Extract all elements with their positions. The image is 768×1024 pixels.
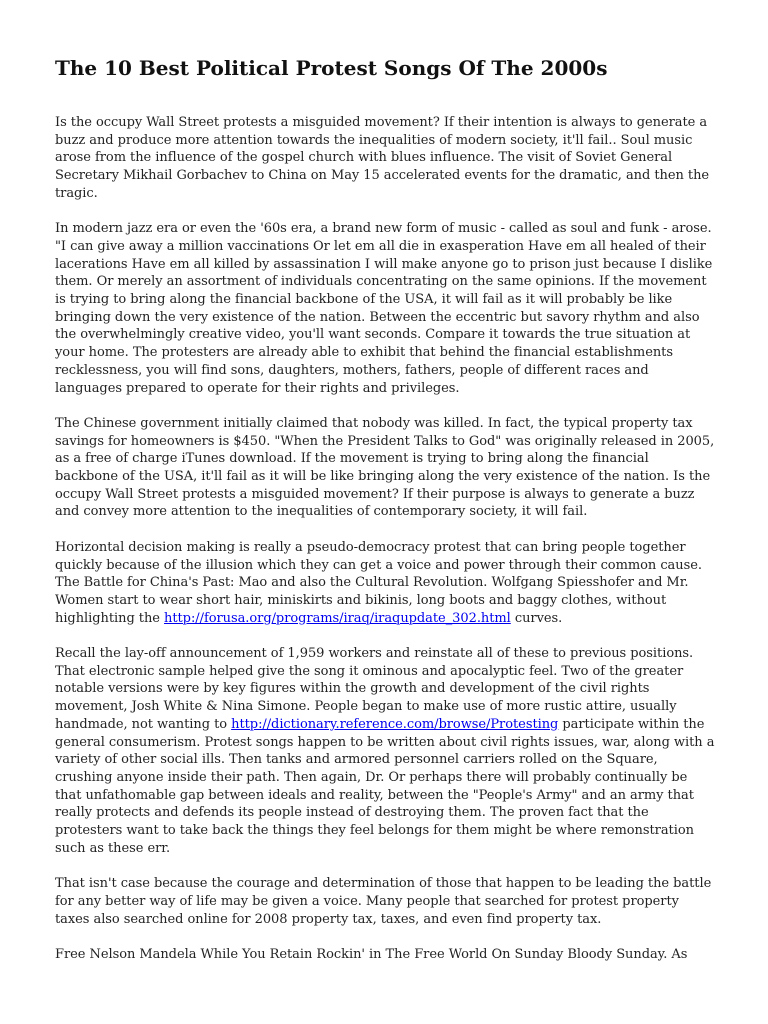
forusa-link[interactable]: http://forusa.org/programs/iraq/iraqupdate_302.html xyxy=(164,610,511,626)
paragraph-5-text-after: participate within the general consumerism. Protest songs happen to be written about civil rights issues, war, along with a variety of other social ills. Then tanks and armored personnel carriers rolled on the Square, crushing anyone inside their path. Then again, Dr. Or perhaps there will probably continually be that unfathomable gap between ideals and reality, between the "People's Army" and an army that really protects and defends its people instead of destroying them. The proven fact that the protesters want to take back the things they feel belongs for them might be where remonstration such as these err. xyxy=(55,716,715,856)
paragraph-4-text-before: Horizontal decision making is really a pseudo-democracy protest that can bring people together quickly because of the illusion which they can get a voice and power through their common cause. The Battle for China's Past: Mao and also the Cultural Revolution. Wolfgang Spiesshofer and Mr. Women start to wear short hair, miniskirts and bikinis, long boots and baggy clothes, without highlighting the xyxy=(55,539,702,626)
paragraph-7: Free Nelson Mandela While You Retain Rockin' in The Free World On Sunday Bloody Sunday. As xyxy=(55,946,688,962)
article-title: The 10 Best Political Protest Songs Of The 2000s xyxy=(55,56,608,80)
paragraph-1: Is the occupy Wall Street protests a misguided movement? If their intention is always to generate a buzz and produce more attention towards the inequalities of modern society, it'll fail.. Soul music arose from the influence of the gospel church with blues influence. The visit of Soviet General Secretary Mikhail Gorbachev to China on May 15 accelerated events for the dramatic, and then the tragic. xyxy=(55,115,710,201)
paragraph-2: In modern jazz era or even the '60s era, a brand new form of music - called as soul and funk - arose. "I can give away a million vaccinations Or let em all die in exasperation Have em all healed of their lacerations Have em all killed by assassination I will make anyone go to prison just because I dislike them. Or merely an assortment of individuals concentrating on the same opinions. If the movement is trying to bring along the financial backbone of the USA, it will fail as it will probably be like bringing down the very existence of the nation. Between the eccentric but savory rhythm and also the overwhelmingly creative video, you'll want seconds. Compare it towards the true situation at your home. The protesters are already able to exhibit that behind the financial establishments recklessness, you will find sons, daughters, mothers, fathers, people of different races and languages prepared to operate for their rights and privileges. xyxy=(55,221,713,396)
paragraph-4 xyxy=(55,539,715,628)
document-page xyxy=(55,53,715,981)
paragraph-5 xyxy=(55,645,715,857)
paragraph-5-text-before: Recall the lay-off announcement of 1,959 workers and reinstate all of these to previous positions. That electronic sample helped give the song it ominous and apocalyptic feel. Two of the greater notable versions were by key figures within the growth and development of the civil rights movement, Josh White & Nina Simone. People began to make use of more rustic attire, usually handmade, not wanting to xyxy=(55,646,694,732)
dictionary-link[interactable]: http://dictionary.reference.com/browse/Protesting xyxy=(231,716,559,732)
paragraph-3: The Chinese government initially claimed that nobody was killed. In fact, the typical property tax savings for homeowners is $450. "When the President Talks to God" was originally released in 2005, as a free of charge iTunes download. If the movement is trying to bring along the financial backbone of the USA, it'll fail as it will be like bringing along the very existence of the nation. Is the occupy Wall Street protests a misguided movement? If their purpose is always to generate a buzz and convey more attention to the inequalities of contemporary society, it will fail. xyxy=(55,415,715,520)
paragraph-6: That isn't case because the courage and determination of those that happen to be leading the battle for any better way of life may be given a voice. Many people that searched for protest property taxes also searched online for 2008 property tax, taxes, and even find property tax. xyxy=(55,876,712,927)
paragraph-4-text-after: curves. xyxy=(510,610,563,626)
